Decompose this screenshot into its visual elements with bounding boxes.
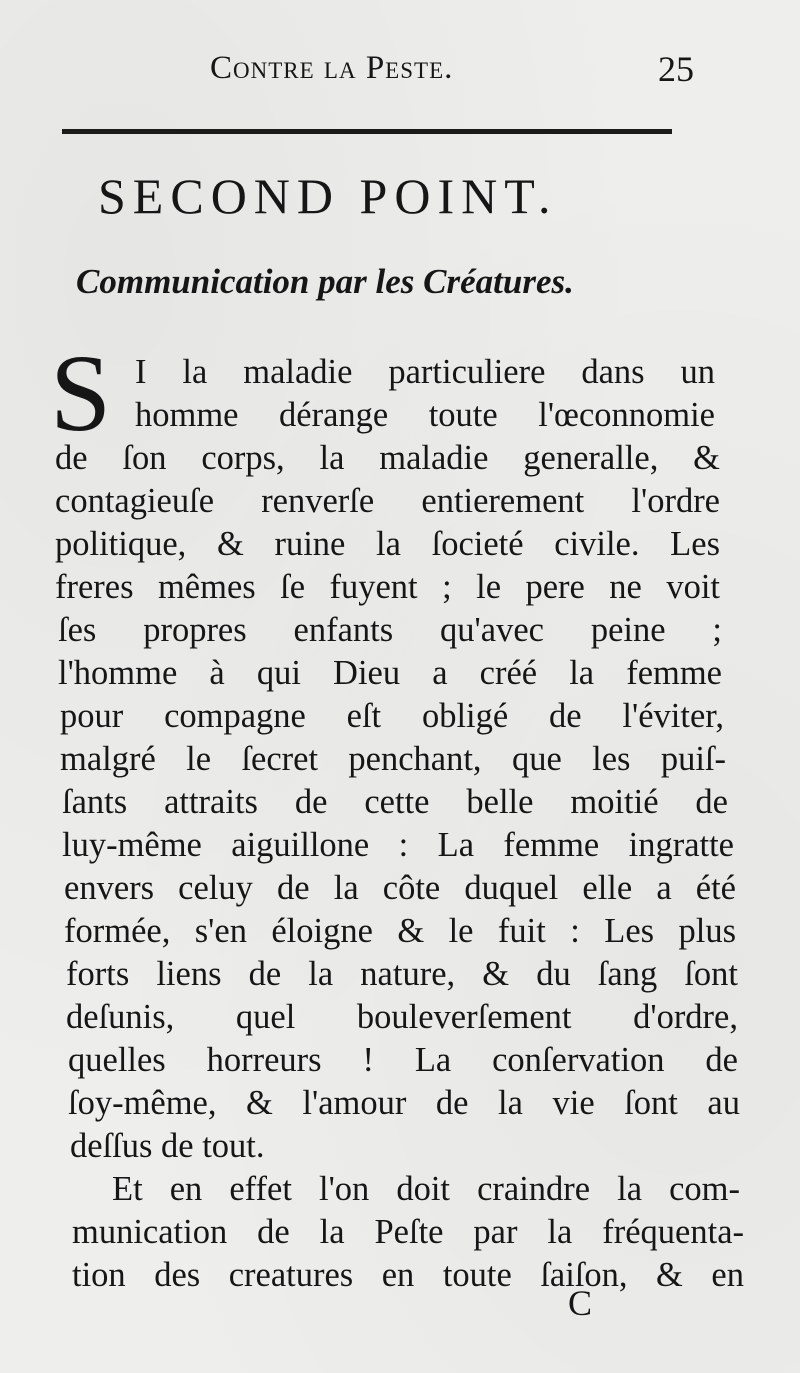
section-title: SECOND POINT. bbox=[98, 168, 558, 224]
text-line: munication de la Peſte par la fréquenta- bbox=[72, 1213, 744, 1251]
text-line: ſants attraits de cette belle moitié de bbox=[62, 783, 728, 821]
text-line: luy-même aiguillone : La femme ingratte bbox=[62, 826, 734, 864]
text-line: malgré le ſecret penchant, que les puiſ- bbox=[60, 740, 726, 778]
text-line: homme dérange toute l'œconnomie bbox=[135, 396, 715, 434]
signature-mark: C bbox=[568, 1283, 593, 1323]
text-line: freres mêmes ſe fuyent ; le pere ne voit bbox=[55, 568, 720, 606]
header-rule bbox=[62, 129, 672, 134]
text-line: deſunis, quel bouleverſement d'ordre, bbox=[66, 998, 738, 1036]
text-line: contagieuſe renverſe entierement l'ordre bbox=[55, 482, 720, 520]
text-line: politique, & ruine la ſocieté civile. Les bbox=[55, 525, 720, 563]
text-line: l'homme à qui Dieu a créé la femme bbox=[58, 654, 722, 692]
text-line: tion des creatures en toute ſaiſon, & en bbox=[72, 1256, 744, 1294]
text-line: deſſus de tout. bbox=[70, 1127, 265, 1165]
text-line: pour compagne eſt obligé de l'éviter, bbox=[60, 697, 724, 735]
text-line: forts liens de la nature, & du ſang ſont bbox=[66, 955, 738, 993]
text-line: envers celuy de la côte duquel elle a été bbox=[64, 869, 736, 907]
text-line: formée, s'en éloigne & le fuit : Les plus bbox=[64, 912, 736, 950]
text-line: ſes propres enfants qu'avec peine ; bbox=[58, 611, 722, 649]
running-head: Contre la Peste. bbox=[210, 50, 454, 86]
page-number: 25 bbox=[658, 49, 694, 89]
text-line: Et en effet l'on doit craindre la com- bbox=[112, 1170, 740, 1208]
drop-cap: S bbox=[50, 332, 112, 454]
text-line: quelles horreurs ! La conſervation de bbox=[68, 1041, 738, 1079]
text-line: I la maladie particuliere dans un bbox=[135, 353, 715, 391]
text-line: de ſon corps, la maladie generalle, & bbox=[55, 439, 720, 477]
section-subtitle: Communication par les Créatures. bbox=[76, 262, 574, 301]
text-line: ſoy-même, & l'amour de la vie ſont au bbox=[68, 1084, 740, 1122]
